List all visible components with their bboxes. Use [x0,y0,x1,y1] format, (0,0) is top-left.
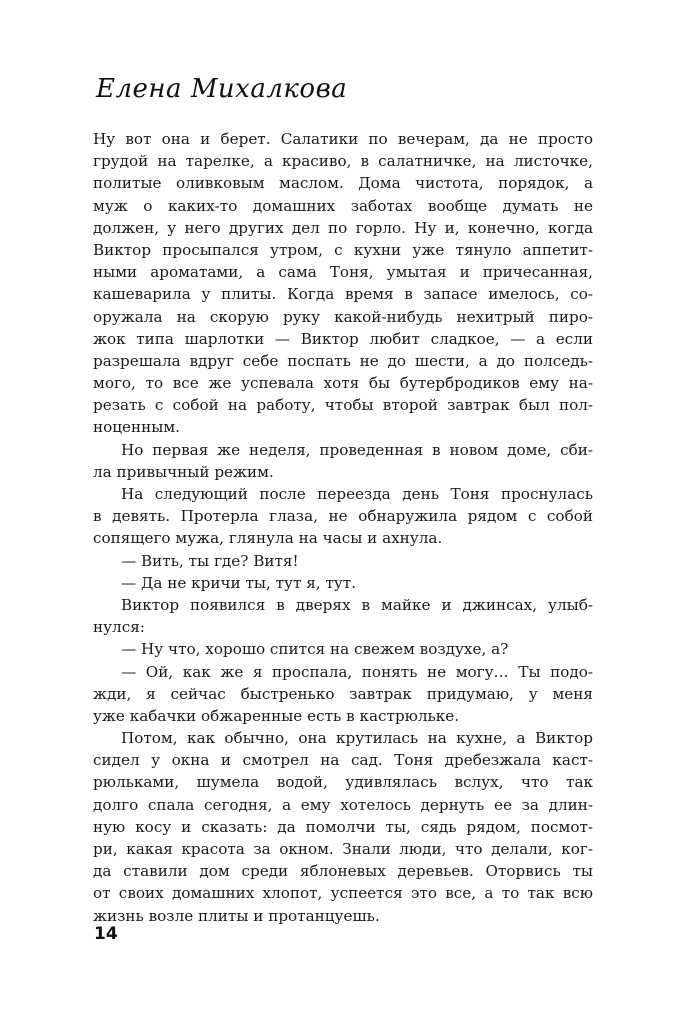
text-line: — Да не кричи ты, тут я, тут. [121,573,357,592]
text-line: Ну вот она и берет. Салатики по вечерам, да не просто [93,130,593,148]
text-line: нулся: [93,618,145,637]
text-line: мого, то все же успевала хотя бы бутербродиков ему на- [93,374,593,393]
text-line: должен, у него других дел по горло. Ну и, конечно, когда [93,218,593,237]
page-number: 14 [94,924,118,944]
text-line: ную косу и сказать: да помолчи ты, сядь рядом, посмот- [93,817,593,836]
text-line: разрешала вдруг себе поспать не до шести, а до полседь- [93,351,593,370]
text-line: ными ароматами, а сама Тоня, умытая и причесанная, [93,263,593,282]
text-line: жок типа шарлотки — Виктор любит сладкое, — а если [93,329,593,348]
text-line: жди, я сейчас быстренько завтрак придумаю, у меня [93,684,593,703]
text-line: долго спала сегодня, а ему хотелось дернуть ее за длин- [93,795,593,814]
text-line: уже кабачки обжаренные есть в кастрюльке. [93,706,460,725]
text-line: Но первая же неделя, проведенная в новом доме, сби- [121,440,593,459]
text-line: — Вить, ты где? Витя! [121,551,299,570]
text-line: кашеварила у плиты. Когда время в запасе имелось, со- [93,285,593,304]
text-line: ри, какая красота за окном. Знали люди, что делали, ког- [93,840,593,858]
text-line: жизнь возле плиты и протанцуешь. [93,906,380,925]
text-line: сопящего мужа, глянула на часы и ахнула. [93,529,443,548]
text-line: Виктор появился в дверях в майке и джинсах, улыб- [121,595,593,614]
text-line: — Ой, как же я проспала, понять не могу… Ты подо- [121,662,593,681]
text-line: На следующий после переезда день Тоня проснулась [121,485,593,503]
text-line: да ставили дом среди яблоневых деревьев. Оторвись ты [93,862,593,881]
running-header-author: Елена Михалкова [96,74,348,104]
text-line: муж о каких-то домашних заботах вообще думать не [93,196,593,215]
text-line: резать с собой на работу, чтобы второй завтрак был пол- [93,396,593,415]
text-line: политые оливковым маслом. Дома чистота, порядок, а [93,174,593,193]
body-text [93,128,593,927]
text-line: рюльками, шумела водой, удивлялась вслух, что так [93,773,593,792]
text-line: — Ну что, хорошо спится на свежем воздухе, а? [121,640,509,659]
text-line: грудой на тарелке, а красиво, в салатничке, на листочке, [93,152,593,171]
text-line: от своих домашних хлопот, успеется это все, а то так всю [93,884,593,903]
text-line: Виктор просыпался утром, с кухни уже тянуло аппетит- [93,240,593,259]
text-line: сидел у окна и смотрел на сад. Тоня дребезжала каст- [93,751,593,770]
text-line: Потом, как обычно, она крутилась на кухне, а Виктор [121,729,593,748]
text-line: оружала на скорую руку какой-нибудь нехитрый пиро- [93,307,593,326]
text-line: ноценным. [93,418,180,437]
text-line: в девять. Протерла глаза, не обнаружила рядом с собой [93,507,593,526]
text-line: ла привычный режим. [93,462,274,481]
